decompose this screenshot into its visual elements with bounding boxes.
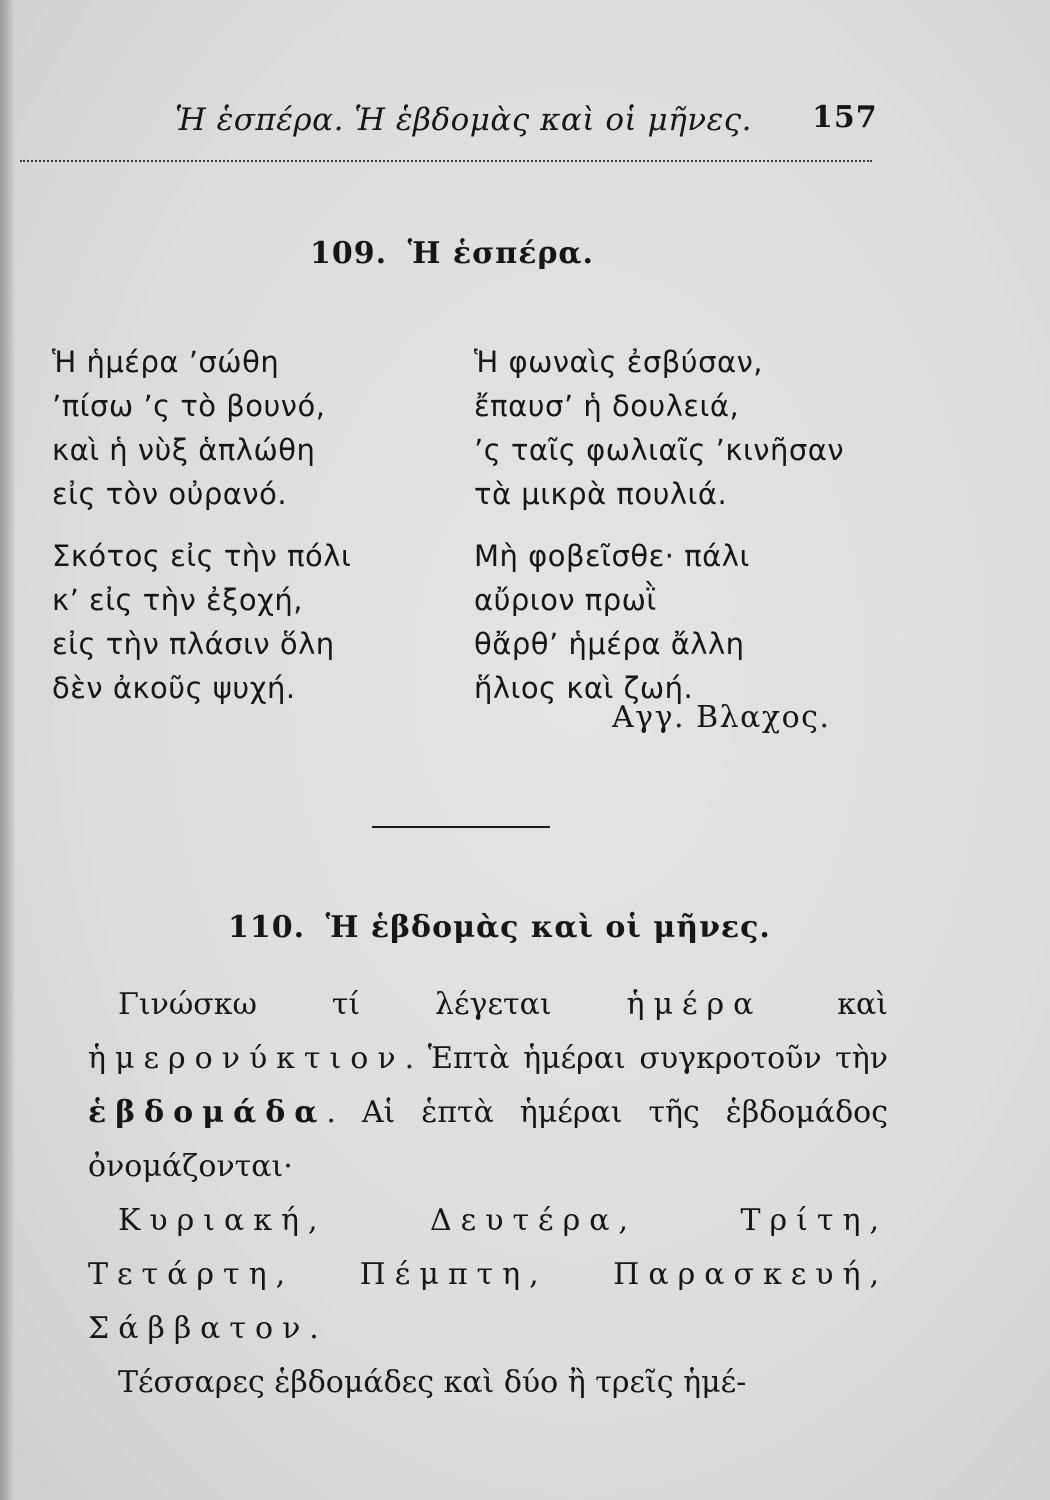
book-spine-shadow <box>0 0 14 1500</box>
section-109-heading: Ἡ ἑσπέρα. <box>407 236 594 271</box>
poem-stanza-4 <box>474 534 750 710</box>
term-day-night: ἡμερονύκτιον <box>88 1041 405 1076</box>
page-number: 157 <box>812 100 878 135</box>
poem-author: Αγγ. Βλαχος. <box>612 700 831 735</box>
text-run: . Ἑπτὰ ἡμέραι συγκροτοῦν τὴν <box>404 1041 888 1076</box>
poem-line: τὰ μικρὰ πουλιά. <box>474 477 728 511</box>
poem-line: κ’ εἰς τὴν ἐξοχή, <box>52 583 303 617</box>
poem-line: εἰς τὴν πλάσιν ὅλη <box>52 627 335 661</box>
poem-line: Μὴ φοβεῖσθε· πάλι <box>474 539 750 573</box>
text-run: . Αἱ ἑπτὰ ἡμέραι τῆς ἑβδομάδος ὀνομάζονται· <box>88 1095 888 1184</box>
running-head: Ἡ ἑσπέρα. Ἡ ἑβδομὰς καὶ οἱ μῆνες. <box>175 102 752 138</box>
section-divider <box>372 826 550 828</box>
poem-stanza-2 <box>474 340 844 516</box>
poem-line: Ἡ φωναὶς ἐσβύσαν, <box>474 345 763 379</box>
header-rule <box>20 160 872 162</box>
poem-line: Σκότος εἰς τὴν πόλι <box>52 539 352 573</box>
section-110-heading: Ἡ ἑβδομὰς καὶ οἱ μῆνες. <box>325 910 771 945</box>
poem-line: αὔριον πρωῒ <box>474 583 657 617</box>
term-day: ἡμέρα <box>626 987 763 1022</box>
body-paragraph-3: Τέσσαρες ἑβδομάδες καὶ δύο ἢ τρεῖς ἡμέ- <box>118 1365 747 1400</box>
section-109-title <box>310 236 594 271</box>
poem-line: ἥλιος καὶ ζωή. <box>474 671 694 705</box>
term-week: ἑβδομάδα <box>88 1095 327 1130</box>
text-run: Γινώσκω τί λέγεται <box>118 987 627 1022</box>
poem-line: ’πίσω ’ς τὸ βουνό, <box>52 389 326 423</box>
poem-line: εἰς τὸν οὐρανό. <box>52 477 288 511</box>
poem-stanza-3 <box>52 534 351 710</box>
poem-line: Ἡ ἡμέρα ’σώθη <box>52 345 280 379</box>
section-110-number: 110. <box>228 910 306 945</box>
poem-line: ’ς ταῖς φωλιαῖς ’κινῆσαν <box>474 433 845 467</box>
text-run: καὶ <box>762 987 888 1022</box>
poem-stanza-1 <box>52 340 325 516</box>
poem-line: ἔπαυσ’ ἡ δουλειά, <box>474 389 740 423</box>
body-paragraph-1 <box>88 978 888 1194</box>
body-paragraph-weekdays: Κυριακή, Δευτέρα, Τρίτη, Τετάρτη, Πέμπτη, Παρασκευή, Σάββατον. <box>88 1203 888 1346</box>
poem-line: δὲν ἀκοῦς ψυχή. <box>52 671 296 705</box>
poem-line: θἄρθ’ ἡμέρα ἄλλη <box>474 627 745 661</box>
section-110-title <box>228 910 771 945</box>
section-110-body <box>88 978 888 1410</box>
poem-line: καὶ ἡ νὺξ ἁπλώθη <box>52 433 316 467</box>
section-109-number: 109. <box>310 236 388 271</box>
